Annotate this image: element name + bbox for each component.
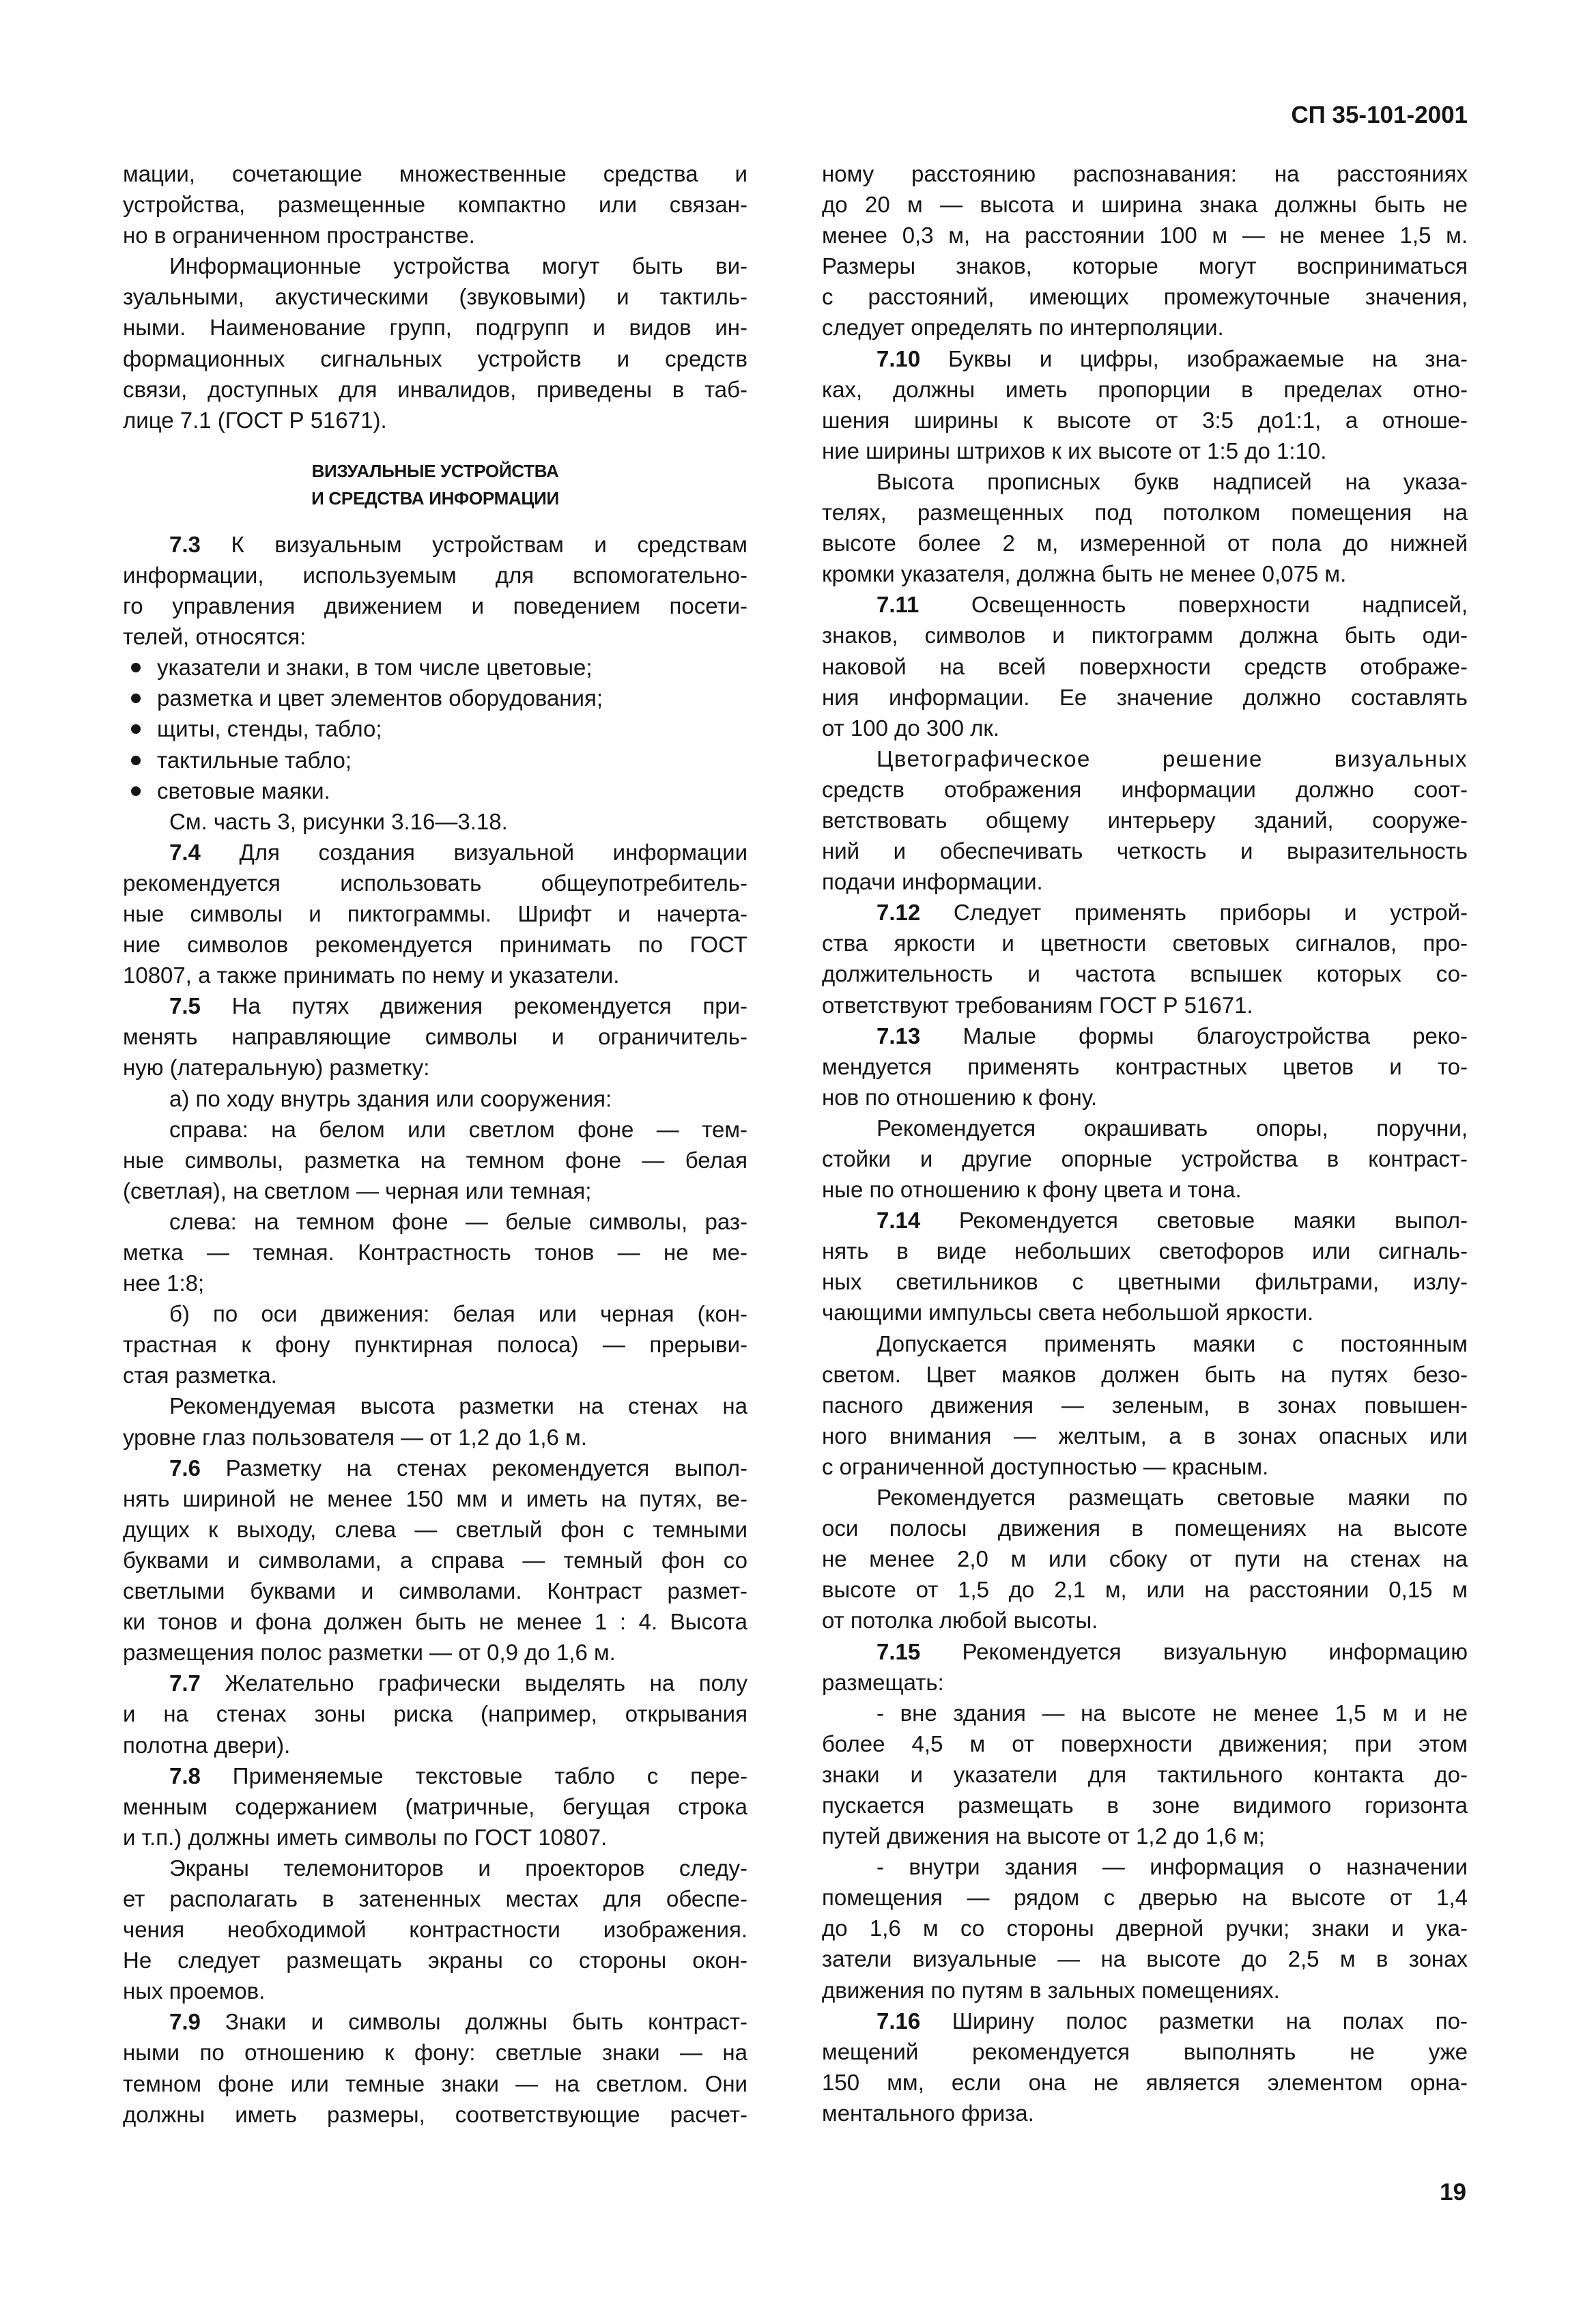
text-line: до 1,6 м со стороны дверной ручки; знаки и ука- [822,1915,1468,1941]
section-number: 7.4 [169,839,201,865]
text-line: оси полосы движения в помещениях на высоте [822,1515,1468,1541]
text-line: и т.п.) должны иметь символы по ГОСТ 10807. [123,1824,608,1850]
text-line: нять в виде небольших светофоров или сигналь- [822,1238,1468,1264]
text-line: мещений рекомендуется выполнять не уже [822,2038,1468,2064]
text-line: размещения полос разметки — от 0,9 до 1,6 м. [123,1640,616,1666]
text-line: телей, относятся: [123,624,307,650]
text-line: полотна двери). [123,1732,291,1758]
paragraph-beacon-placement [822,1482,1468,1636]
section-number: 7.16 [877,2008,921,2034]
text-line [123,2006,747,2037]
text-line: ние ширины штрихов к их высоте от 1:5 до 1:10. [822,438,1327,464]
text-line: Не следует размещать экраны со стороны окон- [123,1948,747,1973]
paragraph-inside-building [822,1851,1468,2005]
text-line: буквами и символами, а справа — темный фон со [123,1547,747,1573]
paragraph-7-15 [822,1636,1468,1698]
text-line [822,2006,1468,2036]
line-text: Знаки и символы должны быть контраст- [225,2009,747,2035]
text-line: уровне глаз пользователя — от 1,2 до 1,6 м. [123,1424,587,1450]
text-line: наковой на всей поверхности средств отображе- [822,653,1468,679]
text-line [822,1021,1468,1051]
text-line: более 4,5 м от поверхности движения; при этом [822,1730,1468,1756]
text-line: следует определять по интерполяции. [822,315,1224,341]
paragraph-marking-height [123,1391,747,1452]
text-line: чающими импульсы света небольшой яркости. [822,1300,1314,1326]
section-number: 7.8 [169,1763,201,1788]
text-line: зуальными, акустическими (звуковыми) и тактиль- [123,284,747,310]
text-line: ному расстоянию распознавания: на расстояниях [822,161,1468,186]
right-column [822,158,1468,2128]
text-line: информации, используемым для вспомогательно- [123,562,747,588]
text-line: менее 0,3 м, на расстоянии 100 м — не менее 1,5 м. [822,223,1468,248]
text-line: нее 1:8; [123,1270,205,1296]
paragraph-7-4 [123,837,747,991]
paragraph-7-14 [822,1205,1468,1328]
section-number: 7.11 [877,592,920,618]
section-number: 7.7 [169,1670,201,1696]
text-line: го управления движением и поведением посети- [123,593,747,619]
paragraph-screens [123,1853,747,2006]
section-number: 7.10 [877,345,921,371]
text-line: мендуется применять контрастных цветов и то- [822,1053,1468,1079]
text-line: (светлая), на светлом — черная или темная; [123,1178,592,1203]
text-line: нов по отношению к фону. [822,1084,1098,1110]
text-line: ные по отношению к фону цвета и тона. [822,1177,1242,1203]
text-line [123,1668,747,1698]
text-line: с ограниченной доступностью — красным. [822,1453,1269,1479]
list-item: щиты, стенды, табло; [123,713,747,744]
paragraph-right-side [123,1114,747,1206]
paragraph-7-16 [822,2006,1468,2128]
line-text: К визуальным устройствам и средствам [231,531,747,557]
text-line: темном фоне или темные знаки — на светлом. Они [123,2070,747,2096]
text-line: - внутри здания — информация о назначении [877,1854,1468,1880]
text-line: шения ширины к высоте от 3:5 до1:1, а отноше- [822,407,1468,433]
list-item: указатели и знаки, в том числе цветовые; [123,652,747,683]
section-number: 7.15 [877,1638,921,1664]
text-line: от потолка любой высоты. [822,1608,1098,1634]
text-line: стая разметка. [123,1363,277,1388]
text-line: менным содержанием (матричные, бегущая строка [123,1793,747,1819]
text-line: менять направляющие символы и ограничитель- [123,1024,747,1050]
text-line: кромки указателя, должна быть не менее 0,075 м. [822,561,1347,587]
text-line: знаков, символов и пиктограмм должна быть оди- [822,623,1468,649]
heading-line: ВИЗУАЛЬНЫЕ УСТРОЙСТВА [311,460,559,481]
text-line: ветствовать общему интерьеру зданий, сооруже- [822,807,1468,833]
text-line: ными. Наименование групп, подгрупп и видов ин- [123,315,747,341]
paragraph-7-7 [123,1668,747,1760]
item-b [123,1298,747,1391]
paragraph-7-12 [822,897,1468,1020]
paragraph-information-devices [123,251,747,436]
text-line [822,343,1468,374]
paragraph-painting [822,1113,1468,1205]
text-line: светлыми буквами и символами. Контраст размет- [123,1578,747,1604]
paragraph-constant-light [822,1328,1468,1482]
text-line: б) по оси движения: белая или черная (кон- [169,1301,747,1327]
text-line [123,837,747,868]
text-line: путей движения на высоте от 1,2 до 1,6 м; [822,1823,1265,1849]
text-line: знаки и указатели для тактильного контакта до- [822,1761,1468,1787]
text-line: Цветографическое решение визуальных [877,745,1468,771]
text-line: ные символы, разметка на темном фоне — белая [123,1147,747,1173]
text-line [822,897,1468,928]
text-line: Информационные устройства могут быть ви- [169,253,747,279]
text-line: но в ограниченном пространстве. [123,223,475,248]
text-line: 150 мм, если она не является элементом орна- [822,2069,1468,2095]
text-line: мации, сочетающие множественные средства и [123,161,747,186]
text-line: формационных сигнальных устройств и средств [123,345,747,371]
text-line: слева: на темном фоне — белые символы, раз- [169,1208,747,1234]
text-line [123,1761,747,1791]
text-line: должительность и частота вспышек которых со- [822,961,1468,987]
text-line: ные символы и пиктограммы. Шрифт и начерта- [123,900,747,926]
text-line: затели визуальные — на высоте до 2,5 м в зонах [822,1946,1468,1972]
text-line [822,1205,1468,1236]
text-line: метка — темная. Контрастность тонов — не ме- [123,1240,747,1265]
text-line: Рекомендуемая высота разметки на стенах на [169,1393,747,1419]
paragraph-capital-letters [822,466,1468,589]
line-text: Разметку на стенах рекомендуется выпол- [225,1455,747,1481]
list-item: световые маяки. [123,775,747,806]
text-line: ных проемов. [123,1978,266,2004]
text-line: Рекомендуется размещать световые маяки по [877,1485,1468,1511]
section-number: 7.12 [877,900,921,926]
section-number: 7.14 [877,1208,921,1234]
text-line: ние символов рекомендуется принимать по ГОСТ [123,932,747,958]
text-line [822,1636,1468,1667]
paragraph-intro [123,158,747,251]
line-text: На путях движения рекомендуется при- [231,993,748,1019]
line-text: Малые формы благоустройства реко- [963,1023,1468,1049]
line-text: Освещенность поверхности надписей, [971,592,1468,618]
paragraph-7-9 [123,2006,747,2129]
text-line [822,589,1468,620]
text-line: не менее 2,0 м или сбоку от пути на стенах на [822,1546,1468,1572]
text-line: подачи информации. [822,869,1043,895]
text-line: лице 7.1 (ГОСТ Р 51671). [123,407,387,433]
text-line: Допускается применять маяки с постоянным [877,1330,1468,1356]
list-item: разметка и цвет элементов оборудования; [123,683,747,713]
text-line: трастная к фону пунктирная полоса) — прерыви- [123,1332,747,1358]
document-code-header: СП 35-101-2001 [1291,102,1468,128]
paragraph-7-5 [123,991,747,1083]
paragraph-color-design [822,743,1468,897]
paragraph-7-13 [822,1021,1468,1113]
text-line: высоте более 2 м, измеренной от пола до нижней [822,530,1468,556]
text-line: нять шириной не менее 150 мм и иметь на путях, ве- [123,1485,747,1511]
text-line: дущих к выходу, слева — светлый фон с темными [123,1516,747,1542]
text-line: ки тонов и фона должен быть не менее 1 : 4. Высота [123,1609,747,1635]
item-a: а) по ходу внутрь здания или сооружения: [169,1085,612,1111]
paragraph-7-3 [123,529,747,652]
section-heading [123,457,747,512]
paragraph-7-10 [822,343,1468,466]
section-number: 7.13 [877,1023,921,1049]
paragraph-7-6 [123,1453,747,1668]
paragraph-7-11 [822,589,1468,743]
text-line: пускается размещать в зоне видимого горизонта [822,1792,1468,1818]
text-line: ках, должны иметь пропорции в пределах отно- [822,376,1468,402]
text-line: ответствуют требованиям ГОСТ Р 51671. [822,992,1253,1018]
bullet-list [123,652,747,806]
list-item: тактильные табло; [123,745,747,775]
text-line: ментального фриза. [822,2100,1034,2126]
line-text: Ширину полос разметки на полах по- [952,2008,1468,2034]
section-number: 7.6 [169,1455,201,1481]
text-line: ства яркости и цветности световых сигналов, про- [822,930,1468,956]
text-line: Рекомендуется окрашивать опоры, поручни, [877,1115,1468,1141]
line-text: Буквы и цифры, изображаемые на зна- [948,345,1468,371]
text-line: и на стенах зоны риска (например, открывания [123,1701,747,1727]
text-line: движения по путям в зальных помещениях. [822,1977,1280,2003]
text-line: помещения — рядом с дверью на высоте от 1,4 [822,1885,1468,1911]
left-column [123,158,747,2130]
text-line: от 100 до 300 лк. [822,715,1000,741]
text-line: ний и обеспечивать четкость и выразительность [822,838,1468,864]
text-line: должны иметь размеры, соответствующие расчет- [123,2101,747,2127]
text-line: справа: на белом или светлом фоне — тем- [169,1116,747,1142]
text-line: устройства, размещенные компактно или связан- [123,192,747,218]
text-line: ную (латеральную) разметку: [123,1055,430,1081]
text-line: средств отображения информации должно соот- [822,776,1468,802]
text-line: - вне здания — на высоте не менее 1,5 м и не [877,1700,1468,1726]
text-line: Экраны телемониторов и проекторов следу- [169,1855,747,1881]
line-text: Желательно графически выделять на полу [225,1670,747,1696]
page-number: 19 [1440,2179,1466,2206]
heading-line: И СРЕДСТВА ИНФОРМАЦИИ [311,487,559,509]
text-line: Размеры знаков, которые могут восприниматься [822,253,1468,279]
section-number: 7.9 [169,2009,201,2035]
text-line [123,991,747,1021]
line-text: Рекомендуется визуальную информацию [962,1638,1468,1664]
see-also-reference: См. часть 3, рисунки 3.16—3.18. [169,808,508,834]
text-line: ными по отношению к фону: светлые знаки — на [123,2040,747,2066]
text-line: пасного движения — зеленым, в зонах повышен- [822,1392,1468,1418]
line-text: Применяемые текстовые табло с пере- [232,1763,747,1788]
text-line: телях, размещенных под потолком помещения на [822,500,1468,526]
paragraph-7-8 [123,1761,747,1853]
text-line: рекомендуется использовать общеупотребитель- [123,870,747,896]
text-line: Высота прописных букв надписей на указа- [877,468,1468,494]
section-number: 7.5 [169,993,201,1019]
line-text: Следует применять приборы и устрой- [953,900,1468,926]
text-line: с расстояний, имеющих промежуточные значения, [822,284,1468,310]
text-line: ет располагать в затененных местах для обеспе- [123,1885,747,1911]
text-line: ных светильников с цветными фильтрами, излу- [822,1269,1468,1295]
paragraph-outside-building [822,1698,1468,1851]
line-text: Рекомендуется световые маяки выпол- [958,1208,1468,1234]
text-line: чения необходимой контрастности изображения. [123,1917,747,1943]
text-line: светом. Цвет маяков должен быть на путях безо- [822,1361,1468,1387]
text-line [123,529,747,560]
section-number: 7.3 [169,531,201,557]
line-text: Для создания визуальной информации [239,839,747,865]
text-line: ного внимания — желтым, а в зонах опасных или [822,1423,1468,1449]
text-line [123,1453,747,1483]
paragraph-left-side [123,1206,747,1298]
text-line: связи, доступных для инвалидов, приведены в таб- [123,376,747,402]
text-line: ния информации. Ее значение должно составлять [822,684,1468,710]
text-line: 10807, а также принимать по нему и указатели. [123,963,620,988]
text-line: размещать: [822,1669,944,1695]
text-line: стойки и другие опорные устройства в контраст- [822,1146,1468,1171]
text-line: до 20 м — высота и ширина знака должны быть не [822,192,1468,218]
paragraph-continuation [822,158,1468,343]
text-line: высоте от 1,5 до 2,1 м, или на расстоянии 0,15 м [822,1577,1468,1603]
